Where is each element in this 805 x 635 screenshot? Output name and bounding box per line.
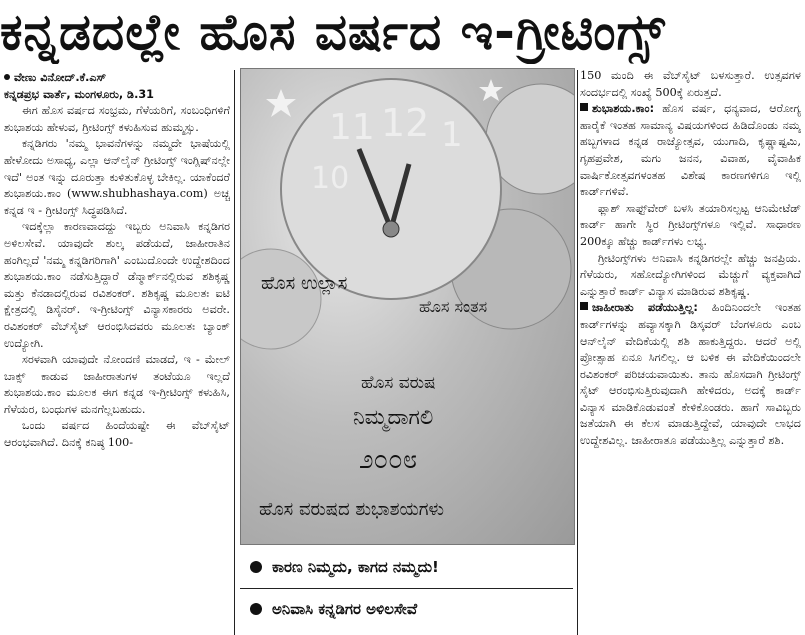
poster-line: ಹೊಸ ಸಂತಸ [419,297,488,316]
article-column-left [4,70,230,635]
column-divider [577,70,578,635]
clock-number: 10 [311,161,350,196]
article-column-right [580,68,801,633]
greeting-card-image [240,68,575,545]
paragraph [580,300,801,449]
paragraph: ಇದಕ್ಕೆಲ್ಲಾ ಕಾರಣವಾದದ್ದು ಇಬ್ಬರು ಅನಿವಾಸಿ ಕನ್ನಡಿಗರ ಅಳಿಲಸೇವೆ. ಯಾವುದೇ ಶುಲ್ಕ ಪಡೆಯದೆ, ಜಾಹೀರಾತಿನ ಹಂಗಿಲ್ಲದೆ 'ನಮ್ಮ ಕನ್ನಡಿಗರಿಗಾಗಿ' ಎಂಬುದೊಂದೇ ಉದ್ದೇಶದಿಂದ ಶುಭಾಶಯ.ಕಾಂ ನಡೆಸುತ್ತಿದ್ದಾರೆ ಡೆನ್ಮಾರ್ಕ್‌ನಲ್ಲಿರುವ ಶಶಿಕೃಷ್ಣ ಮತ್ತು ಕೆನಡಾದಲ್ಲಿರುವ ರವಿಶಂಕರ್. ಶಶಿಕೃಷ್ಣ ಮೂಲತಃ ಐಟಿ ಕ್ಷೇತ್ರದಲ್ಲಿ ಡಿಸೈನರ್. ಇ-ಗ್ರೀಟಿಂಗ್ಸ್ ವಿನ್ಯಾಸಕಾರರು ಅವರೇ. ರವಿಶಂಕರ್ ವೆಬ್‌ಸೈಟ್ ಆರಂಭಿಸಿದವರು ಮೂಲತಃ ಬ್ಯಾಂಕ್ ಉದ್ಯೋಗಿ. [4,220,230,350]
column-divider [234,70,235,635]
bullet-icon [4,74,10,80]
paragraph: ಕನ್ನಡಿಗರು 'ನಮ್ಮ ಭಾವನೆಗಳನ್ನು ನಮ್ಮದೇ ಭಾಷೆಯಲ್ಲಿ ಹೇಳೋದು ಅಸಾಧ್ಯ, ಎಲ್ಲಾ ಆನ್‌ಲೈನ್ ಗ್ರೀಟಿಂಗ್ಸ್ ಇಂಗ್ಲಿಷ್‌ನಲ್ಲೇ ಇದೆ' ಅಂತ ಇನ್ನು ದೂರುತ್ತಾ ಕುಳಿತುಕೊಳ್ಳ ಬೇಕಿಲ್ಲ. ಯಾಕೆಂದರೆ ಶುಭಾಶಯ.ಕಾಂ (www.shubhashaya.com) ಅಚ್ಚ ಕನ್ನಡ ಇ - ಗ್ರೀಟಿಂಗ್ಸ್ ಸಿದ್ಧಪಡಿಸಿದೆ. [4,137,230,217]
bullet-icon [580,302,588,310]
clock-number: 1 [441,115,463,155]
poster-line: ಹೊಸ ವರುಷದ ಶುಭಾಶಯಗಳು [259,499,444,520]
bullet-icon [250,561,262,573]
dateline: ಕನ್ನಡಪ್ರಭ ವಾರ್ತೆ, ಮಂಗಳೂರು, ಡಿ.31 [4,87,154,101]
balloon-shape [241,249,321,349]
poster-line: ಹೊಸ ವರುಷ [361,373,436,393]
subhead-text: ಹಿಂದಿನಿಂದಲೇ ಇಂತಹ ಕಾರ್ಡ್‌ಗಳನ್ನು ಹವ್ಯಾಸಕ್ಕಾಗಿ ಡಿಸ್ಕವರ್ ಬೆಂಗಳೂರು ಎಂಬ ಆನ್‌ಲೈನ್ ವೇದಿಕೆಯಲ್ಲಿ ಶಶಿ ಹಾಕುತ್ತಿದ್ದರು. ಆದರೆ ಅಲ್ಲಿ ಪ್ರೋತ್ಸಾಹ ಏನೂ ಸಿಗಲಿಲ್ಲ. ಆ ಬಳಿಕ ಈ ವೇದಿಕೆಯಿಂದಲೇ ರವಿಶಂಕರ್ ಪರಿಚಯವಾಯಿತು. ತಾನು ಹೊಸದಾಗಿ ಗ್ರೀಟಿಂಗ್ಸ್ ಸೈಟ್ ಆರಂಭಿಸುತ್ತಿರುವುದಾಗಿ ಹೇಳಿದರು, ಅದಕ್ಕೆ ಕಾರ್ಡ್ ವಿನ್ಯಾಸ ಮಾಡಿಕೊಡುವಂತೆ ಕೇಳಿಕೊಂಡರು. ಹಾಗೆ ಸಾವಿಬ್ಬರು ಜತೆಯಾಗಿ ಈ ಕೆಲಸ ಮಾಡುತ್ತಿದ್ದೇವೆ, ಯಾವುದೇ ಲಾಭದ ಉದ್ದೇಶವಿಲ್ಲ. ಜಾಹೀರಾತೂ ಪಡೆಯುತ್ತಿಲ್ಲ ಎನ್ನುತ್ತಾರೆ ಶಶಿ. [580,301,801,448]
bullet-icon [250,603,262,615]
tagline-box [240,548,573,586]
divider [240,588,573,589]
byline-row [4,70,230,87]
poster-year: ೨೦೦೮ [359,445,418,475]
star-icon [479,79,503,101]
tagline-box [240,590,573,628]
paragraph: 150 ಮಂದಿ ಈ ವೆಬ್‌ಸೈಟ್ ಬಳಸುತ್ತಾರೆ. ಉತ್ಸವಗಳ ಸಂದರ್ಭದಲ್ಲಿ ಸಂಖ್ಯೆ 500ಕ್ಕೆ ಏರುತ್ತದೆ. [580,69,801,99]
paragraph: ಗ್ರೀಟಿಂಗ್ಸ್‌ಗಳು ಅನಿವಾಸಿ ಕನ್ನಡಿಗರಲ್ಲೇ ಹೆಚ್ಚು ಜನಪ್ರಿಯ. ಗೆಳೆಯರು, ಸಹೋದ್ಯೋಗಿಗಳಿಂದ ಮೆಚ್ಚುಗೆ ವ್ಯಕ್ತವಾಗಿದೆ ಎನ್ನುತ್ತಾರೆ ಕಾರ್ಡ್ ವಿನ್ಯಾಸ ಮಾಡಿರುವ ಶಶಿಕೃಷ್ಣ. [580,251,801,298]
paragraph [580,101,801,201]
poster-line: ಹೊಸ ಉಲ್ಲಾಸ [261,273,348,294]
tagline: ಅನಿವಾಸಿ ಕನ್ನಡಿಗರ ಅಳಿಲಸೇವೆ [272,600,418,618]
clock-number: 12 [381,101,430,145]
byline: ವೇಣು ವಿನೋದ್.ಕೆ.ಎಸ್ [14,71,107,84]
tagline: ಕಾರಣ ನಿಮ್ಮದು, ಕಾಗದ ನಮ್ಮದು! [272,558,439,576]
paragraph: ಸರಳವಾಗಿ ಯಾವುದೇ ನೋಂದಣಿ ಮಾಡದೆ, ಇ - ಮೇಲ್ ಬಾಕ್ಸ್ ಕಾಡುವ ಜಾಹೀರಾತುಗಳ ತಂಟೆಯೂ ಇಲ್ಲದೆ ಶುಭಾಶಯ.ಕಾಂ ಮೂಲಕ ಈಗ ಕನ್ನಡ ಇ-ಗ್ರೀಟಿಂಗ್ಸ್ ಕಳುಹಿಸಿ, ಗೆಳೆಯರ, ಬಂಧುಗಳ ಮನಗೆಲ್ಲಬಹುದು. [4,353,230,416]
poster-line: ನಿಮ್ಮದಾಗಲಿ [353,405,434,429]
paragraph: ಫ್ಲಾಶ್ ಸಾಫ್ಟ್‌ವೇರ್ ಬಳಸಿ ತಯಾರಿಸಲ್ಪಟ್ಟ ಆನಿಮೇಟೆಡ್ ಕಾರ್ಡ್ ಹಾಗೇ ಸ್ಥಿರ ಗ್ರೀಟಿಂಗ್ಸ್‌ಗಳೂ ಇಲ್ಲಿವೆ. ಸಾಧಾರಣ 200ಕ್ಕೂ ಹೆಚ್ಚು ಕಾರ್ಡ್‌ಗಳು ಲಭ್ಯ. [580,201,801,248]
clock-center [383,221,399,237]
headline: ಕನ್ನಡದಲ್ಲೇ ಹೊಸ ವರ್ಷದ ಇ-ಗ್ರೀಟಿಂಗ್ಸ್ [0,3,666,61]
paragraph: ಒಂದು ವರ್ಷದ ಹಿಂದೆಯಷ್ಟೇ ಈ ವೆಬ್‌ಸೈಟ್ ಆರಂಭವಾಗಿದೆ. ದಿನಕ್ಕೆ ಕನಿಷ್ಠ 100- [4,419,230,450]
subhead: ಜಾಹೀರಾತು ಪಡೆಯುತ್ತಿಲ್ಲ: [592,301,698,315]
star-icon [266,89,296,117]
bullet-icon [580,103,588,111]
paragraph: ಈಗ ಹೊಸ ವರ್ಷದ ಸಂಭ್ರಮ, ಗೆಳೆಯರಿಗೆ, ಸಂಬಂಧಿಗಳಿಗೆ ಶುಭಾಶಯ ಹೇಳುವ, ಗ್ರೀಟಿಂಗ್ಸ್ ಕಳುಹಿಸುವ ಹುಮ್ಮಸ್ಸು. [4,104,230,134]
subhead-text: ಹೊಸ ವರ್ಷ, ಧನ್ಯವಾದ, ಆರೋಗ್ಯ ಹಾರೈಕೆ ಇಂತಹ ಸಾಮಾನ್ಯ ವಿಷಯಗಳಿಂದ ಹಿಡಿದೊಂಡು ನಮ್ಮ ಹಬ್ಬಗಳಾದ ಕನ್ನಡ ರಾಜ್ಯೋತ್ಸವ, ಯುಗಾದಿ, ಕೃಷ್ಣಾಷ್ಟಮಿ, ಗೃಹಪ್ರವೇಶ, ಮಗು ಜನನ, ವಿವಾಹ, ವೈವಾಹಿಕ ವಾರ್ಷಿಕೋತ್ಸವಗಳಂತಹ ವಿಶೇಷ ಕಾರಣಗಳಿಗೂ ಇಲ್ಲಿ ಕಾರ್ಡ್‌ಗಳಿವೆ. [580,102,801,199]
subhead: ಶುಭಾಶಯ.ಕಾಂ: [592,102,655,116]
clock-number: 11 [329,107,375,148]
